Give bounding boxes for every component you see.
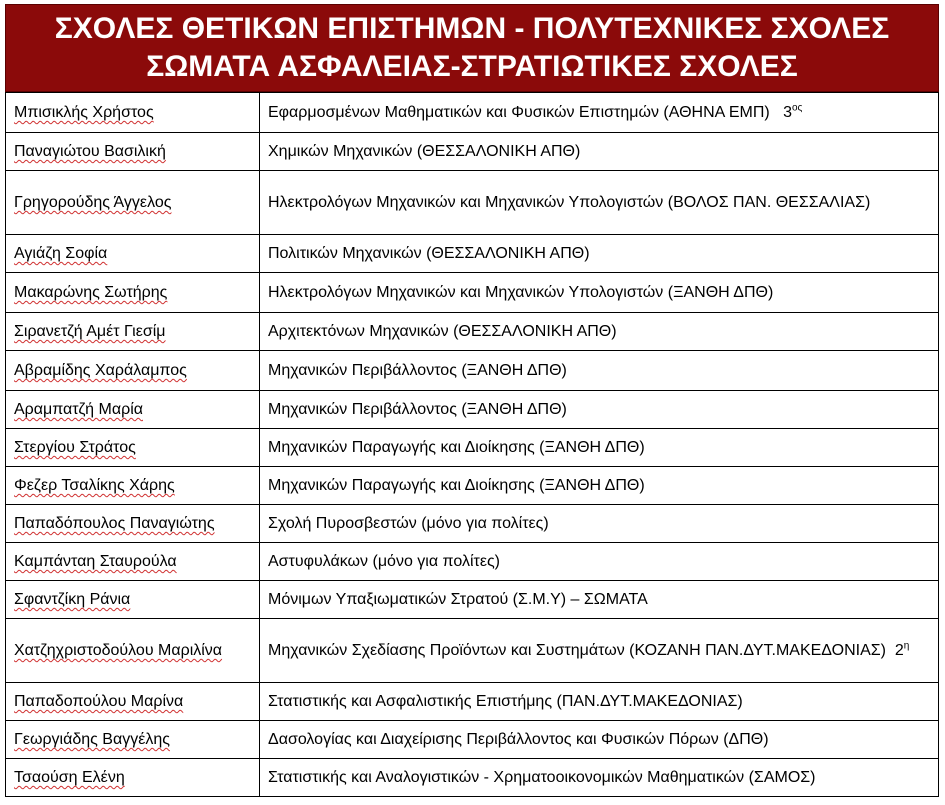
- rank-suffix: η: [903, 640, 910, 652]
- student-name: Αβραμίδης Χαράλαμπος: [14, 362, 187, 379]
- student-name-cell: [6, 429, 260, 467]
- student-name: Χατζηχριστοδούλου Μαριλίνα: [14, 642, 223, 659]
- school-cell: Αρχιτεκτόνων Μηχανικών (ΘΕΣΣΑΛΟΝΙΚΗ ΑΠΘ): [260, 313, 939, 351]
- student-name-cell: [6, 581, 260, 619]
- rank-suffix: ος: [791, 102, 803, 114]
- school-cell: Μηχανικών Περιβάλλοντος (ΞΑΝΘΗ ΔΠΘ): [260, 391, 939, 429]
- school-name: Εφαρμοσμένων Μαθηματικών και Φυσικών Επιστημών (ΑΘΗΝΑ ΕΜΠ): [268, 104, 770, 121]
- student-name-cell: [6, 683, 260, 721]
- school-name: Μηχανικών Σχεδίασης Προϊόντων και Συστημάτων (ΚΟΖΑΝΗ ΠΑΝ.ΔΥΤ.ΜΑΚΕΔΟΝΙΑΣ): [268, 642, 886, 659]
- rank-number: 2: [894, 642, 904, 659]
- table-row: [6, 429, 939, 467]
- table-row: [6, 273, 939, 313]
- student-name-cell: [6, 721, 260, 759]
- student-name: Μακαρώνης Σωτήρης: [14, 284, 168, 301]
- school-cell: Μόνιμων Υπαξιωματικών Στρατού (Σ.Μ.Υ) – ΣΩΜΑΤΑ: [260, 581, 939, 619]
- student-name: Παναγιώτου Βασιλική: [14, 143, 166, 160]
- school-cell: Στατιστικής και Αναλογιστικών - Χρηματοοικονομικών Μαθηματικών (ΣΑΜΟΣ): [260, 759, 939, 797]
- student-name-cell: [6, 273, 260, 313]
- student-name: Αγιάζη Σοφία: [14, 245, 108, 262]
- student-name-cell: [6, 351, 260, 391]
- student-name: Παπαδοπούλου Μαρίνα: [14, 693, 184, 710]
- student-name: Τσαούση Ελένη: [14, 769, 125, 786]
- student-name: Γρηγορούδης Άγγελος: [14, 194, 172, 211]
- student-name-cell: [6, 505, 260, 543]
- student-name-cell: [6, 467, 260, 505]
- school-cell: Χημικών Μηχανικών (ΘΕΣΣΑΛΟΝΙΚΗ ΑΠΘ): [260, 133, 939, 171]
- table-row: [6, 351, 939, 391]
- student-name: Μπισικλής Χρήστος: [14, 104, 154, 121]
- school-cell: [260, 619, 939, 683]
- student-name: Αραμπατζή Μαρία: [14, 401, 143, 418]
- student-name: Γεωργιάδης Βαγγέλης: [14, 731, 170, 748]
- school-cell: Μηχανικών Περιβάλλοντος (ΞΑΝΘΗ ΔΠΘ): [260, 351, 939, 391]
- student-name: Καμπάνταη Σταυρούλα: [14, 553, 177, 570]
- table-row: [6, 467, 939, 505]
- table-row: [6, 505, 939, 543]
- student-name: Στεργίου Στράτος: [14, 439, 136, 456]
- school-cell: Ηλεκτρολόγων Μηχανικών και Μηχανικών Υπολογιστών (ΒΟΛΟΣ ΠΑΝ. ΘΕΣΣΑΛΙΑΣ): [260, 171, 939, 235]
- table-row: [6, 391, 939, 429]
- rank-number: 3: [783, 104, 792, 121]
- student-name-cell: [6, 171, 260, 235]
- school-cell: Σχολή Πυροσβεστών (μόνο για πολίτες): [260, 505, 939, 543]
- table-row: [6, 759, 939, 797]
- student-name: Φεζερ Τσαλίκης Χάρης: [14, 477, 175, 494]
- student-name-cell: [6, 543, 260, 581]
- table-row: [6, 235, 939, 273]
- student-name-cell: [6, 759, 260, 797]
- title-banner: [5, 4, 939, 92]
- school-cell: Δασολογίας και Διαχείρισης Περιβάλλοντος και Φυσικών Πόρων (ΔΠΘ): [260, 721, 939, 759]
- student-name-cell: [6, 619, 260, 683]
- school-cell: Πολιτικών Μηχανικών (ΘΕΣΣΑΛΟΝΙΚΗ ΑΠΘ): [260, 235, 939, 273]
- student-name: Παπαδόπουλος Παναγιώτης: [14, 515, 215, 532]
- school-cell: [260, 93, 939, 133]
- student-name-cell: [6, 133, 260, 171]
- table-row: [6, 543, 939, 581]
- table-row: [6, 133, 939, 171]
- student-name-cell: [6, 391, 260, 429]
- student-name: Σφαντζίκη Ράνια: [14, 591, 131, 608]
- table-row: [6, 683, 939, 721]
- student-name-cell: [6, 235, 260, 273]
- school-cell: Στατιστικής και Ασφαλιστικής Επιστήμης (ΠΑΝ.ΔΥΤ.ΜΑΚΕΔΟΝΙΑΣ): [260, 683, 939, 721]
- table-row: [6, 93, 939, 133]
- school-cell: Μηχανικών Παραγωγής και Διοίκησης (ΞΑΝΘΗ ΔΠΘ): [260, 467, 939, 505]
- school-cell: Αστυφυλάκων (μόνο για πολίτες): [260, 543, 939, 581]
- school-cell: Ηλεκτρολόγων Μηχανικών και Μηχανικών Υπολογιστών (ΞΑΝΘΗ ΔΠΘ): [260, 273, 939, 313]
- school-cell: Μηχανικών Παραγωγής και Διοίκησης (ΞΑΝΘΗ ΔΠΘ): [260, 429, 939, 467]
- student-name: Σιρανετζή Αμέτ Γιεσίμ: [14, 323, 166, 340]
- table-row: [6, 171, 939, 235]
- title-line-2: ΣΩΜΑΤΑ ΑΣΦΑΛΕΙΑΣ-ΣΤΡΑΤΙΩΤΙΚΕΣ ΣΧΟΛΕΣ: [146, 50, 798, 83]
- student-name-cell: [6, 93, 260, 133]
- title-line-1: ΣΧΟΛΕΣ ΘΕΤΙΚΩΝ ΕΠΙΣΤΗΜΩΝ - ΠΟΛΥΤΕΧΝΙΚΕΣ ΣΧΟΛΕΣ: [54, 12, 890, 45]
- results-table: [5, 92, 939, 797]
- student-name-cell: [6, 313, 260, 351]
- table-row: [6, 581, 939, 619]
- table-row: [6, 619, 939, 683]
- table-row: [6, 721, 939, 759]
- table-row: [6, 313, 939, 351]
